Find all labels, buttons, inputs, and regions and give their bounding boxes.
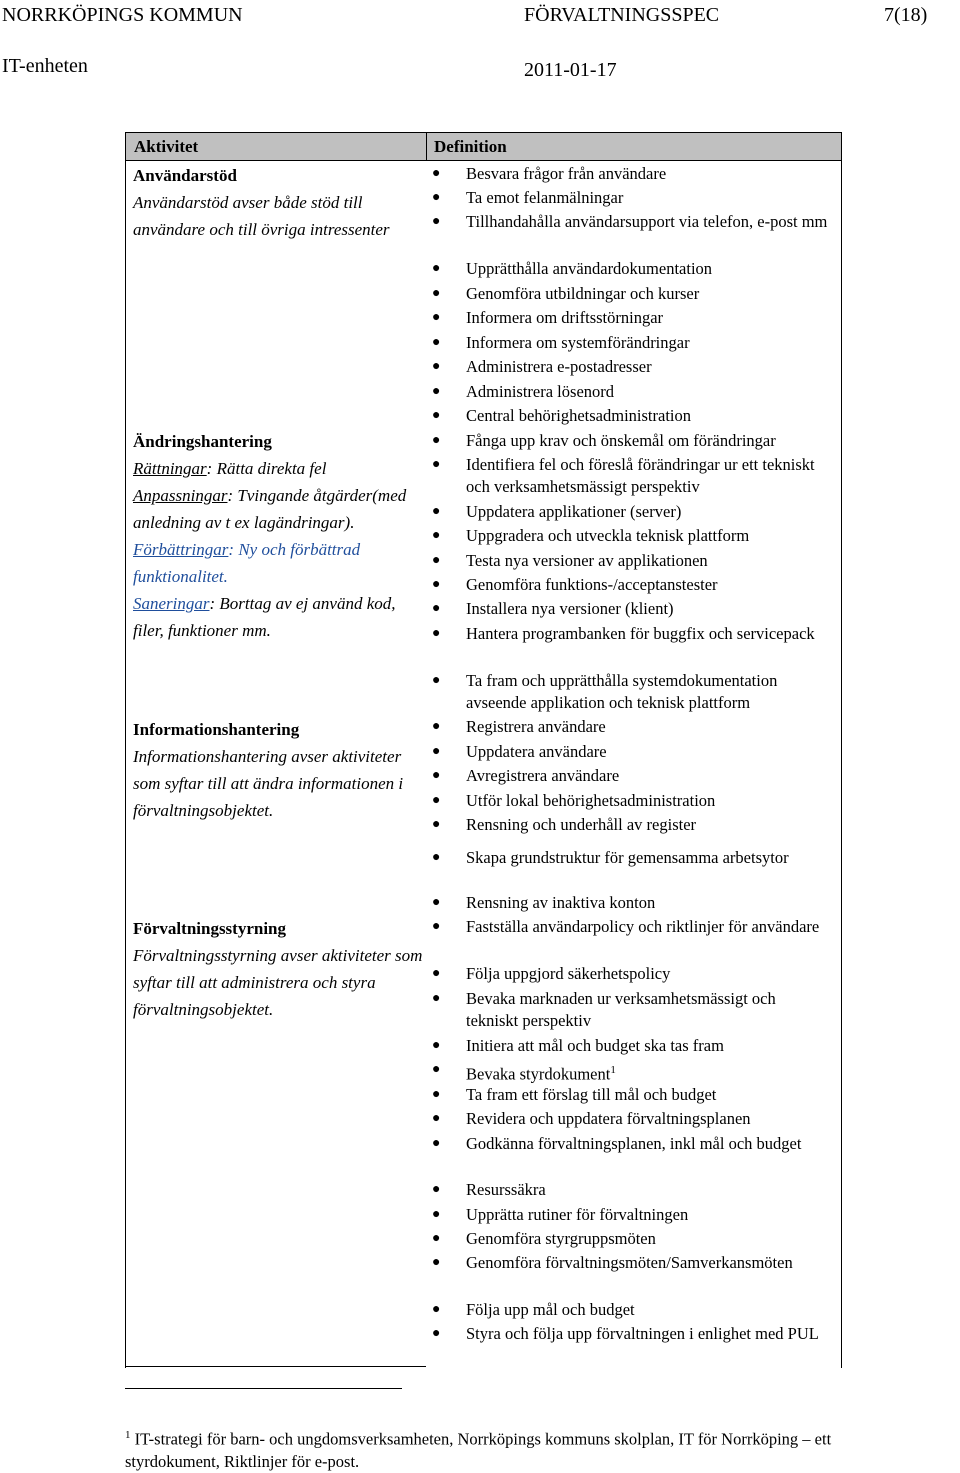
list-item: ● Bevaka marknaden ur verksamhetsmässigt och tekniskt perspektiv — [432, 989, 776, 1030]
bullet-icon: ● — [432, 310, 441, 325]
list-item: ● Godkänna förvaltningsplanen, inkl mål och budget — [432, 1134, 802, 1153]
list-item: ● Uppgradera och utveckla teknisk plattform — [432, 526, 750, 545]
section-description: Förvaltningsstyrning avser aktiviteter som syftar till att administrera och styra förvaltningsobjektet. — [133, 946, 423, 1019]
bullet-icon: ● — [432, 744, 441, 759]
footnote-number: 1 — [125, 1429, 131, 1441]
change-type-text: : Borttag av ej använd kod, filer, funktioner mm. — [133, 594, 396, 640]
bullet-icon: ● — [432, 384, 441, 399]
list-item: ● Genomföra utbildningar och kurser — [432, 284, 700, 303]
section-title: Ändringshantering — [133, 432, 272, 451]
list-item: ● Central behörighetsadministration — [432, 406, 691, 425]
list-item: ● Avregistrera användare — [432, 766, 620, 785]
bullet-icon: ● — [432, 895, 441, 910]
section-description: Användarstöd avser både stöd till användare och till övriga intressenter — [133, 193, 390, 239]
bullet-icon: ● — [432, 850, 441, 865]
change-type-rattningar — [133, 455, 423, 482]
change-type-label: Saneringar — [133, 594, 210, 613]
bullet-icon: ● — [432, 673, 441, 688]
bullet-icon: ● — [432, 528, 441, 543]
list-item: ● Genomföra förvaltningsmöten/Samverkansmöten — [432, 1253, 793, 1272]
bullet-icon: ● — [432, 1087, 441, 1102]
change-type-text: : Tvingande åtgärder(med anledning av t ex lagändringar). — [133, 486, 407, 532]
list-item: ● Följa uppgjord säkerhetspolicy — [432, 964, 671, 983]
change-type-text: : Rätta direkta fel — [206, 459, 327, 478]
bullet-icon: ● — [432, 214, 441, 229]
list-item: ● Skapa grundstruktur för gemensamma arbetsytor — [432, 848, 789, 867]
section-title: Användarstöd — [133, 166, 237, 185]
bullet-icon: ● — [432, 1231, 441, 1246]
list-item: ● Testa nya versioner av applikationen — [432, 551, 708, 570]
bullet-icon: ● — [432, 919, 441, 934]
list-item: ● Besvara frågor från användare — [432, 164, 667, 183]
list-item: ● Upprätthålla användardokumentation — [432, 259, 713, 278]
col-definition-header: Definition — [434, 137, 507, 156]
section-forvaltningsstyrning — [133, 915, 423, 1023]
bullet-icon: ● — [432, 1207, 441, 1222]
list-item: ● Uppdatera applikationer (server) — [432, 502, 682, 521]
bullet-icon: ● — [432, 793, 441, 808]
org-name: NORRKÖPINGS KOMMUN — [2, 4, 243, 26]
list-item: ● Administrera lösenord — [432, 382, 615, 401]
list-item: ● Hantera programbanken för buggfix och servicepack — [432, 624, 815, 643]
bullet-icon: ● — [432, 261, 441, 276]
bullet-icon: ● — [432, 1326, 441, 1341]
list-item: ● Tillhandahålla användarsupport via telefon, e-post mm — [432, 212, 828, 231]
bullet-icon: ● — [432, 719, 441, 734]
bullet-icon: ● — [432, 817, 441, 832]
bullet-icon: ● — [432, 1255, 441, 1270]
list-item: ● Resurssäkra — [432, 1180, 546, 1199]
section-description: Informationshantering avser aktiviteter som syftar till att ändra informationen i förvaltningsobjektet. — [133, 747, 404, 820]
bullet-icon: ● — [432, 1111, 441, 1126]
bullet-icon: ● — [432, 286, 441, 301]
change-type-label: Rättningar — [133, 459, 207, 478]
list-item: ● Revidera och uppdatera förvaltningsplanen — [432, 1109, 751, 1128]
list-item: ● Identifiera fel och föreslå förändringar ur ett tekniskt och verksamhetsmässigt perspektiv — [432, 455, 815, 496]
doc-date: 2011-01-17 — [524, 59, 617, 81]
section-anvandarstod — [133, 162, 423, 243]
unit-name: IT-enheten — [2, 55, 88, 77]
bullet-icon: ● — [432, 433, 441, 448]
section-title: Informationshantering — [133, 720, 300, 739]
col-activity-header: Aktivitet — [134, 137, 199, 156]
section-andringshantering — [133, 428, 423, 644]
bullet-icon: ● — [432, 1062, 441, 1077]
list-item: ● Initiera att mål och budget ska tas fram — [432, 1036, 724, 1055]
column-divider — [426, 133, 427, 160]
bullet-icon: ● — [432, 359, 441, 374]
bullet-icon: ● — [432, 991, 441, 1006]
change-type-anpassningar — [133, 482, 423, 536]
list-item: ● Informera om systemförändringar — [432, 333, 690, 352]
bullet-icon: ● — [432, 1182, 441, 1197]
list-item: ● Ta fram och upprätthålla systemdokumentation avseende applikation och teknisk plattform — [432, 671, 778, 712]
list-item: ● Uppdatera användare — [432, 742, 607, 761]
list-item: ● Administrera e-postadresser — [432, 357, 652, 376]
list-item: ● Genomföra styrgruppsmöten — [432, 1229, 656, 1248]
list-item: ● Fånga upp krav och önskemål om förändringar — [432, 431, 776, 450]
bullet-icon: ● — [432, 457, 441, 472]
bullet-icon: ● — [432, 553, 441, 568]
bullet-icon: ● — [432, 166, 441, 181]
bullet-icon: ● — [432, 1136, 441, 1151]
list-item: ● Ta emot felanmälningar — [432, 188, 624, 207]
list-item: ● Installera nya versioner (klient) — [432, 599, 674, 618]
table-bottom-border — [125, 1366, 426, 1367]
list-item: ● Rensning och underhåll av register — [432, 815, 697, 834]
section-title: Förvaltningsstyrning — [133, 919, 287, 938]
bullet-icon: ● — [432, 190, 441, 205]
bullet-icon: ● — [432, 577, 441, 592]
bullet-icon: ● — [432, 1302, 441, 1317]
bullet-icon: ● — [432, 408, 441, 423]
list-item: ● Informera om driftsstörningar — [432, 308, 664, 327]
change-type-forbattringar — [133, 536, 423, 590]
bullet-icon: ● — [432, 966, 441, 981]
page-number: 7(18) — [884, 4, 928, 26]
list-item: ● Styra och följa upp förvaltningen i enlighet med PUL — [432, 1324, 819, 1343]
footnote-ref: 1 — [610, 1064, 616, 1076]
footnote-separator — [125, 1388, 402, 1389]
list-item: ● Upprätta rutiner för förvaltningen — [432, 1205, 689, 1224]
bullet-icon: ● — [432, 601, 441, 616]
bullet-icon: ● — [432, 1038, 441, 1053]
bullet-icon: ● — [432, 768, 441, 783]
list-item: ● Utför lokal behörighetsadministration — [432, 791, 716, 810]
list-item: ● Fastställa användarpolicy och riktlinjer för användare — [432, 917, 820, 936]
list-item: ● Följa upp mål och budget — [432, 1300, 635, 1319]
list-item: ● Genomföra funktions-/acceptanstester — [432, 575, 718, 594]
list-item: ● Ta fram ett förslag till mål och budget — [432, 1085, 717, 1104]
change-type-text: : Ny och förbättrad funktionalitet. — [133, 540, 361, 586]
list-item: ● Rensning av inaktiva konton — [432, 893, 656, 912]
list-item: ● Bevaka styrdokument$^1$ — [430, 1059, 830, 1086]
change-type-label: Anpassningar — [133, 486, 228, 505]
bullet-icon: ● — [432, 626, 441, 641]
footnote-text: IT-strategi för barn- och ungdomsverksamheten, Norrköpings kommuns skolplan, IT för Norrköping – ett styrdokument, Riktlinjer för e-post. — [125, 1429, 832, 1471]
doc-type: FÖRVALTNINGSSPEC — [524, 4, 720, 26]
list-item: ● Registrera användare — [432, 717, 606, 736]
bullet-icon: ● — [432, 335, 441, 350]
change-type-label: Förbättringar — [133, 540, 229, 559]
bullet-icon: ● — [432, 504, 441, 519]
change-type-saneringar — [133, 590, 423, 644]
footnote — [125, 1424, 845, 1473]
section-informationshantering — [133, 716, 423, 824]
